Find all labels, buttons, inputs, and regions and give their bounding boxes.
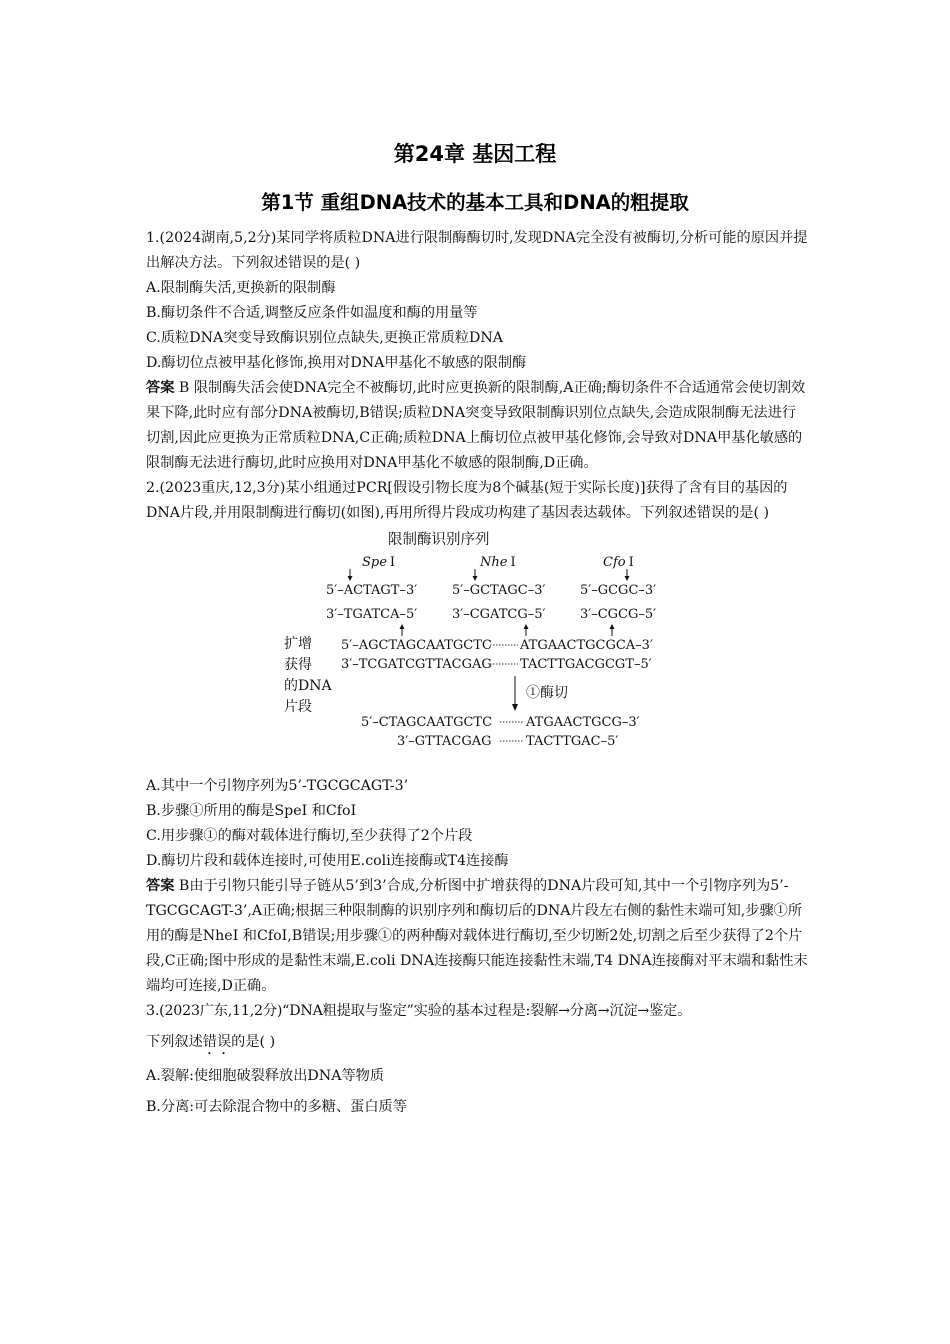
cut-arrowhead-up-3 [610,624,615,629]
step-label: ①酶切 [526,685,568,701]
enzyme-1-top-strand: 5′–ACTAGT–3′ [326,583,418,598]
cut-arrowhead-down-1 [348,576,353,581]
q3-stem-pre: 下列叙述 [146,1034,203,1050]
chapter-title: 第24章 基因工程 [393,142,557,166]
q3-stem-emphasis: 错误 [202,1034,232,1050]
enzyme-2-top-strand: 5′–GCTAGC–3′ [452,583,546,598]
cut-arrowhead-down-3 [625,576,630,581]
figure-title: 限制酶识别序列 [388,532,490,548]
q2-option-b: B.步骤①所用的酶是SpeⅠ 和CfoⅠ [146,803,357,819]
cut-arrowhead-down-2 [473,576,478,581]
q3-stem-line-2 [146,1030,810,1058]
page-content [146,226,810,1120]
q1-answer-label: 答案 [146,380,175,396]
q3-stem-line-1: 3.(2023广东,11,2分)“DNA粗提取与鉴定”实验的基本过程是:裂解→分离→沉淀→鉴定。 [146,1003,692,1019]
q1-option-b: B.酶切条件不合适,调整反应条件如温度和酶的用量等 [146,305,478,321]
restriction-enzyme-diagram [146,528,810,768]
q1-option-a: A.限制酶失活,更换新的限制酶 [146,280,336,296]
side-label-line-3: 的DNA [284,678,332,694]
cut-arrowhead-up-1 [400,624,405,629]
cut-top-right: ATGAACTGCG–3′ [526,715,640,730]
enzyme-1-bottom-strand: 3′–TGATCA–5′ [326,607,418,622]
q3-option-b: B.分离:可去除混合物中的多糖、蛋白质等 [146,1099,407,1115]
enzyme-3-bottom-strand: 3′–CGCG–5′ [580,607,657,622]
restriction-enzyme-figure [146,528,810,768]
q1-answer-text: B 限制酶失活会使DNA完全不被酶切,此时应更换新的限制酶,A正确;酶切条件不合适通常会使切割效果下降,此时应有部分DNA被酶切,B错误;质粒DNA突变导致限制酶识别位点缺失,会造成限制酶无法进行切割,因此应更换为正常质粒DNA,C正确;质粒DNA上酶切位点被甲基化修饰,会导致对DNA甲基化敏感的限制酶无法进行酶切,此时应换用对DNA甲基化不敏感的限制酶,D正确。 [146,380,806,471]
q2-stem: 2.(2023重庆,12,3分)某小组通过PCR[假设引物长度为8个碱基(短于实际长度)]获得了含有目的基因的DNA片段,并用限制酶进行酶切(如图),再用所得片段成功构建了基因表达载体。下列叙述错误的是( ) [146,480,788,521]
enzyme-3-name: Cfo Ⅰ [603,555,634,570]
enzyme-1-name: Spe Ⅰ [362,555,396,570]
enzyme-2-bottom-strand: 3′–CGATCG–5′ [452,607,546,622]
amplified-bottom-right: TACTTGACGCGT–5′ [520,657,652,672]
side-label-line-2: 获得 [284,657,312,673]
enzyme-3-top-strand: 5′–GCGC–3′ [580,583,657,598]
q2-answer [146,874,810,999]
q1-option-c: C.质粒DNA突变导致酶识别位点缺失,更换正常质粒DNA [146,330,504,346]
q1-answer [146,376,810,476]
q1-option-d: D.酶切位点被甲基化修饰,换用对DNA甲基化不敏感的限制酶 [146,355,527,371]
cut-arrowhead-up-2 [524,624,529,629]
amplified-top-left: 5′–AGCTAGCAATGCTC [341,638,492,653]
cut-bottom-left: 3′–GTTACGAG [397,734,492,749]
section-title: 第1节 重组DNA技术的基本工具和DNA的粗提取 [261,191,689,214]
side-label-line-1: 扩增 [284,636,312,652]
cut-bottom-right: TACTTGAC–5′ [526,734,619,749]
q3-stem-post: 的是( ) [231,1034,276,1050]
q2-option-a: A.其中一个引物序列为5’-TGCGCAGT-3’ [146,778,409,794]
q1-stem: 1.(2024湖南,5,2分)某同学将质粒DNA进行限制酶酶切时,发现DNA完全没有被酶切,分析可能的原因并提出解决方法。下列叙述错误的是( ) [146,230,808,271]
side-label-line-4: 片段 [284,699,312,715]
q2-option-c: C.用步骤①的酶对载体进行酶切,至少获得了2个片段 [146,828,473,844]
q3-option-a: A.裂解:使细胞破裂释放出DNA等物质 [146,1068,385,1084]
q2-answer-label: 答案 [146,878,175,894]
step-arrowhead [512,704,518,711]
enzyme-2-name: Nhe Ⅰ [480,555,516,570]
q2-answer-text: B由于引物只能引导子链从5’到3’合成,分析图中扩增获得的DNA片段可知,其中一个引物序列为5’-TGCGCAGT-3’,A正确;根据三种限制酶的识别序列和酶切后的DNA片段左右侧的黏性末端可知,步骤①所用的酶是NheⅠ 和CfoⅠ,B错误;用步骤①的两种酶对载体进行酶切,至少切断2处,切割之后至少获得了2个片段,C正确;图中形成的是黏性末端,E.coli DNA连接酶只能连接黏性末端,T4 DNA连接酶对平末端和黏性末端均可连接,D正确。 [146,878,808,994]
q2-option-d: D.酶切片段和载体连接时,可使用E.coli连接酶或T4连接酶 [146,853,509,869]
amplified-bottom-left: 3′–TCGATCGTTACGAG [341,657,492,672]
amplified-top-right: ATGAACTGCGCA–3′ [520,638,653,653]
cut-top-left: 5′–CTAGCAATGCTC [361,715,493,730]
